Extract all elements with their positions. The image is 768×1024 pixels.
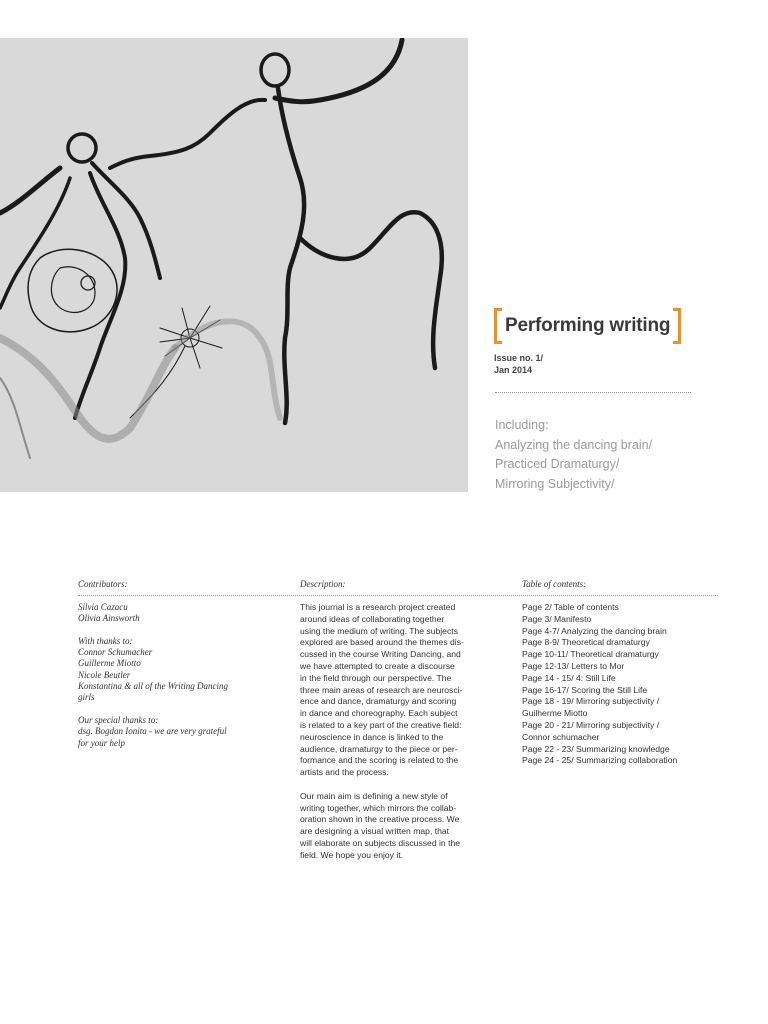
including-item: Mirroring Subjectivity/ (495, 476, 615, 491)
description-column (300, 602, 500, 873)
journal-title (494, 308, 754, 344)
contributor-name: Olivia Ainsworth (78, 613, 140, 624)
text-line: three main areas of research are neurosci- (300, 684, 463, 695)
toc-entry: Guilherme Miotto (522, 708, 588, 719)
text-line: audience, dramaturgy to the piece or per- (300, 743, 458, 754)
text-line: is related to a key part of the creative field: (300, 719, 462, 730)
left-bracket-icon (494, 308, 502, 344)
masthead (494, 308, 754, 376)
description-header: Description: (300, 579, 346, 589)
toc-entry: Page 8-9/ Theoretical dramaturgy (522, 637, 650, 648)
toc-header: Table of contents: (522, 579, 587, 589)
toc-entry: Page 3/ Manifesto (522, 613, 592, 624)
text-line: around ideas of collaborating together (300, 613, 445, 624)
dancing-figures-drawing (0, 38, 468, 492)
special-thanks-text: for your help (78, 737, 125, 748)
thanks-name: Connor Schumacher (78, 647, 153, 658)
hero-illustration (0, 38, 468, 492)
issue-info (494, 352, 754, 376)
toc-entry: Page 20 - 21/ Mirroring subjectivity / (522, 719, 660, 730)
journal-title-text: Performing writing (505, 315, 671, 336)
special-thanks-text: dsg. Bogdan Ionita - we are very grateful (78, 726, 227, 737)
description-paragraph-1 (300, 602, 500, 779)
including-label: Including: (495, 418, 549, 432)
right-bracket-icon (673, 308, 681, 344)
toc-entry: Page 18 - 19/ Mirroring subjectivity / (522, 696, 660, 707)
description-paragraph-2 (300, 791, 500, 862)
thanks-name: Nicole Beutler (78, 669, 131, 680)
including-item: Practiced Dramaturgy/ (495, 457, 620, 472)
text-line: writing together, which mirrors the collab- (300, 802, 457, 813)
contributor-name: Silvia Cazacu (78, 602, 128, 612)
toc-entry: Connor schumacher (522, 731, 600, 742)
text-line: using the medium of writing. The subjects (300, 625, 458, 636)
toc-entry: Page 10-11/ Theoretical dramaturgy (522, 649, 659, 660)
text-line: in dance and choreography. Each subject (300, 708, 458, 719)
toc-entry: Page 2/ Table of contents (522, 602, 619, 612)
thanks-name: Konstantina & all of the Writing Dancing (78, 681, 229, 692)
issue-number: Issue no. 1/ (494, 353, 544, 363)
toc-column (522, 602, 742, 767)
thanks-name: Guillerme Miotto (78, 658, 141, 669)
text-line: in the field through our perspective. The (300, 672, 452, 683)
text-line: cussed in the course Writing Dancing, and (300, 649, 461, 660)
including-list (495, 416, 652, 494)
issue-date: Jan 2014 (494, 365, 533, 375)
text-line: Our main aim is defining a new style of (300, 790, 448, 801)
text-line: are designing a visual written map, that (300, 826, 450, 837)
text-line: formance and the scoring is related to the (300, 755, 459, 766)
text-line: field. We hope you enjoy it. (300, 849, 404, 860)
columns-divider (78, 595, 718, 596)
text-line: neuroscience in dance is linked to the (300, 731, 444, 742)
contributors-column (78, 602, 278, 749)
masthead-divider (495, 392, 691, 393)
including-item: Analyzing the dancing brain/ (495, 437, 653, 452)
text-line: This journal is a research project created (300, 602, 456, 612)
text-line: will elaborate on subjects discussed in the (300, 837, 461, 848)
toc-entry: Page 14 - 15/ 4: Still Life (522, 672, 616, 683)
special-thanks-label: Our special thanks to: (78, 714, 159, 725)
text-line: ence and dance, dramaturgy and scoring (300, 696, 457, 707)
toc-entry: Page 12-13/ Letters to Mor (522, 660, 625, 671)
toc-entry: Page 4-7/ Analyzing the dancing brain (522, 625, 667, 636)
text-line: artists and the process. (300, 767, 389, 778)
toc-entry: Page 24 - 25/ Summarizing collaboration (522, 755, 678, 766)
toc-entry: Page 16-17/ Scoring the Still Life (522, 684, 648, 695)
thanks-label: With thanks to: (78, 635, 133, 646)
text-line: we have attempted to create a discourse (300, 660, 455, 671)
text-line: explored are based around the themes dis- (300, 637, 464, 648)
contributors-header: Contributors: (78, 579, 128, 589)
text-line: oration shown in the creative process. We (300, 814, 460, 825)
thanks-name: girls (78, 692, 95, 703)
toc-entry: Page 22 - 23/ Summarizing knowledge (522, 743, 670, 754)
